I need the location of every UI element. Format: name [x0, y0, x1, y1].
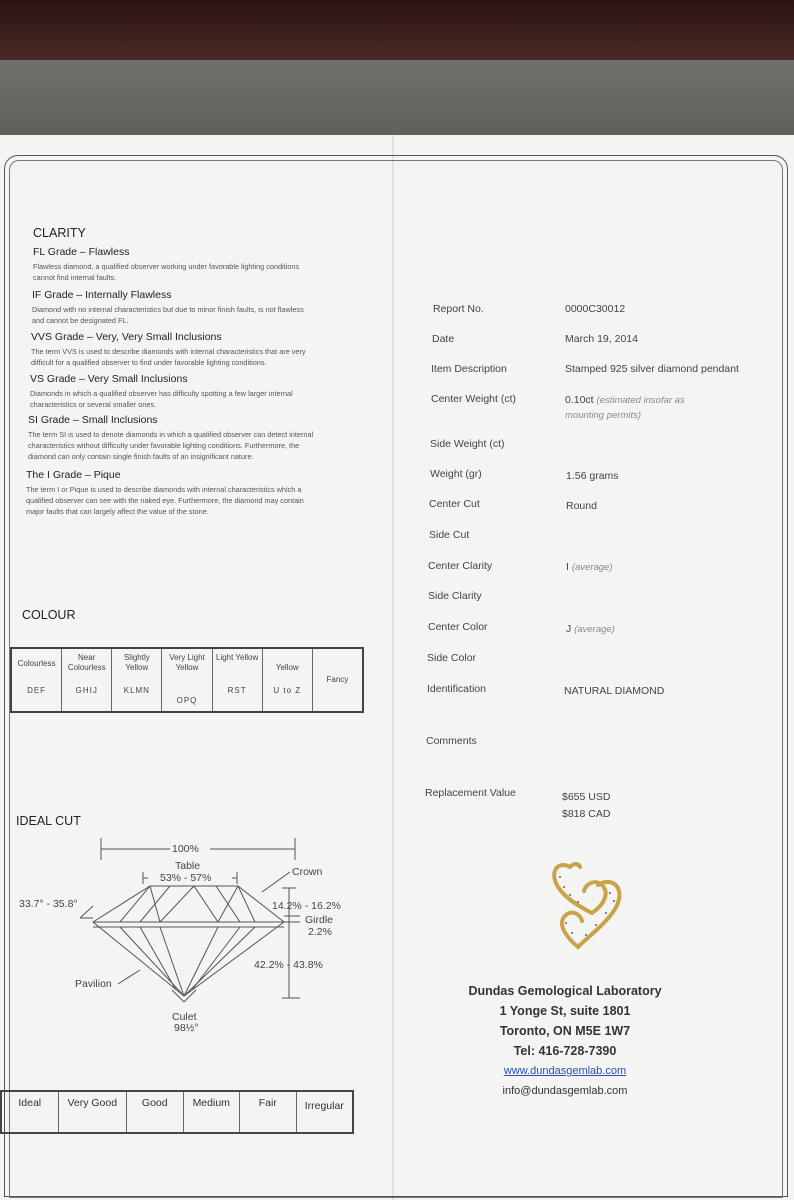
grade-text-line: cannot find internal faults. — [33, 273, 117, 282]
girdle-label: Girdle — [305, 914, 334, 926]
culet-label: Culet — [172, 1011, 197, 1023]
cut-grade-cell: Ideal — [2, 1092, 59, 1132]
cut-grade-cell: Irregular — [304, 1100, 344, 1112]
center-weight-value — [565, 393, 715, 423]
colour-cell: Light Yellow RST — [213, 649, 263, 711]
lab-phone: Tel: 416-728-7390 — [513, 1044, 617, 1058]
grade-vs — [30, 373, 370, 410]
colour-cell: Very Light Yellow OPQ — [162, 649, 212, 711]
replacement-value-label: Replacement Value — [425, 787, 516, 799]
grade-heading: The I Grade – Pique — [26, 469, 121, 481]
lab-website-link[interactable]: www.dundasgemlab.com — [503, 1065, 627, 1077]
weight-label: Weight (gr) — [430, 468, 482, 480]
grade-text-line: major faults that can largely affect the value of the stone. — [26, 507, 209, 516]
center-clarity-value — [566, 561, 613, 573]
grade-text-line: The term SI is used to denote diamonds in which a qualified observer can detect internal — [28, 430, 314, 439]
colour-cell: Slightly Yellow KLMN — [112, 649, 162, 711]
lab-address-line2: Toronto, ON M5E 1W7 — [499, 1024, 631, 1038]
center-color-grade: J — [566, 623, 572, 635]
culet-value-label: 98½° — [174, 1022, 199, 1034]
colour-cell: Fancy — [326, 675, 349, 684]
center-cut-value: Round — [566, 500, 597, 512]
grade-text-line: Diamond with no internal characteristics but due to minor finish faults, is not flawless — [32, 305, 304, 314]
grade-text-line: The term VVS is used to describe diamonds with internal characteristics that are very — [31, 347, 306, 356]
weight-value: 1.56 grams — [566, 470, 619, 482]
lab-info — [420, 981, 710, 1101]
crown-label: Crown — [292, 866, 323, 878]
pavilion-label: Pavilion — [75, 978, 112, 990]
report-no-label: Report No. — [433, 303, 484, 315]
grade-heading: VVS Grade – Very, Very Small Inclusions — [31, 331, 222, 343]
grade-fl — [33, 246, 373, 283]
center-weight-note: (estimated insofar as mounting permits) — [565, 395, 685, 421]
replacement-value-cad: $818 CAD — [562, 808, 611, 820]
grade-heading: VS Grade – Very Small Inclusions — [30, 373, 188, 385]
center-clarity-label: Center Clarity — [428, 560, 493, 572]
grade-text-line: The term I or Pique is used to describe diamonds with internal characteristics which a — [26, 485, 302, 494]
girdle-value-label: 2.2% — [308, 926, 332, 938]
crown-height-label: 14.2% - 16.2% — [272, 900, 341, 912]
colour-cell: Near Colourless GHIJ — [62, 649, 112, 711]
report-no-value: 0000C30012 — [565, 303, 626, 315]
crown-angle-label: 33.7° - 35.8° — [19, 898, 78, 910]
center-cut-label: Center Cut — [429, 498, 480, 510]
grade-i — [26, 469, 371, 517]
replacement-value — [562, 789, 610, 823]
identification-label: Identification — [427, 683, 486, 695]
grade-heading: FL Grade – Flawless — [33, 246, 130, 258]
grade-heading: SI Grade – Small Inclusions — [28, 414, 158, 426]
center-color-value — [566, 623, 615, 635]
heart-pendant-image — [540, 855, 630, 965]
lab-address-line1: 1 Yonge St, suite 1801 — [499, 1004, 631, 1018]
width-label: 100% — [172, 843, 199, 855]
item-description-value: Stamped 925 silver diamond pendant — [565, 363, 739, 375]
cut-grade-table — [0, 1090, 354, 1134]
grade-text-line: difficult for a qualified observer to find under favorable lighting conditions. — [31, 358, 267, 367]
identification-value: NATURAL DIAMOND — [564, 685, 665, 697]
center-color-note: (average) — [574, 624, 615, 635]
grade-text-line: qualified observer can see with the naked eye. Furthermore, the diamond may contain — [26, 496, 304, 505]
ideal-cut-title: IDEAL CUT — [16, 814, 81, 828]
table-label: Table — [175, 860, 201, 872]
grade-si — [28, 414, 373, 462]
center-weight-number: 0.10ct — [565, 394, 594, 406]
grade-text-line: Flawless diamond, a qualified observer working under favorable lighting conditions — [33, 262, 300, 271]
item-description-label: Item Description — [431, 363, 507, 375]
cut-grade-cell: Very Good — [59, 1092, 128, 1132]
colour-cell: Colourless DEF — [12, 649, 62, 711]
lab-email: info@dundasgemlab.com — [502, 1085, 628, 1097]
side-color-label: Side Color — [427, 652, 477, 664]
pavilion-depth-label: 42.2% - 43.8% — [254, 959, 323, 971]
date-label: Date — [432, 333, 455, 345]
center-clarity-grade: I — [566, 561, 569, 573]
center-weight-label: Center Weight (ct) — [431, 393, 516, 405]
clarity-title: CLARITY — [33, 226, 86, 240]
grade-heading: IF Grade – Internally Flawless — [32, 289, 172, 301]
side-clarity-label: Side Clarity — [428, 590, 482, 602]
colour-scale-table — [10, 647, 364, 713]
side-cut-label: Side Cut — [429, 529, 470, 541]
grade-text-line: and cannot be designated FL. — [32, 316, 129, 325]
side-weight-label: Side Weight (ct) — [430, 438, 505, 450]
background-dark — [0, 0, 794, 62]
cut-grade-cell: Fair — [240, 1092, 297, 1132]
colour-cell: Yellow U to Z — [263, 649, 313, 711]
cut-grade-cell: Medium — [184, 1092, 241, 1132]
grade-text-line: characteristics or several smaller ones. — [30, 400, 157, 409]
grade-if — [32, 289, 372, 326]
table-range-label: 53% - 57% — [160, 872, 212, 884]
center-clarity-note: (average) — [571, 562, 613, 573]
grade-text-line: Diamonds in which a qualified observer has difficulty spotting a few larger internal — [30, 389, 293, 398]
cut-grade-cell: Good — [127, 1092, 184, 1132]
grade-vvs — [31, 331, 371, 368]
grade-text-line: characteristics without difficulty under favorable lighting conditions. Furthermore, the — [28, 441, 300, 450]
lab-name: Dundas Gemological Laboratory — [468, 984, 662, 998]
grade-text-line: diamond can only contain single finish faults of an insignificant nature. — [28, 452, 254, 461]
colour-title: COLOUR — [22, 608, 76, 622]
date-value: March 19, 2014 — [565, 333, 638, 345]
center-color-label: Center Color — [428, 621, 488, 633]
comments-label: Comments — [426, 735, 477, 747]
replacement-value-usd: $655 USD — [562, 791, 611, 803]
